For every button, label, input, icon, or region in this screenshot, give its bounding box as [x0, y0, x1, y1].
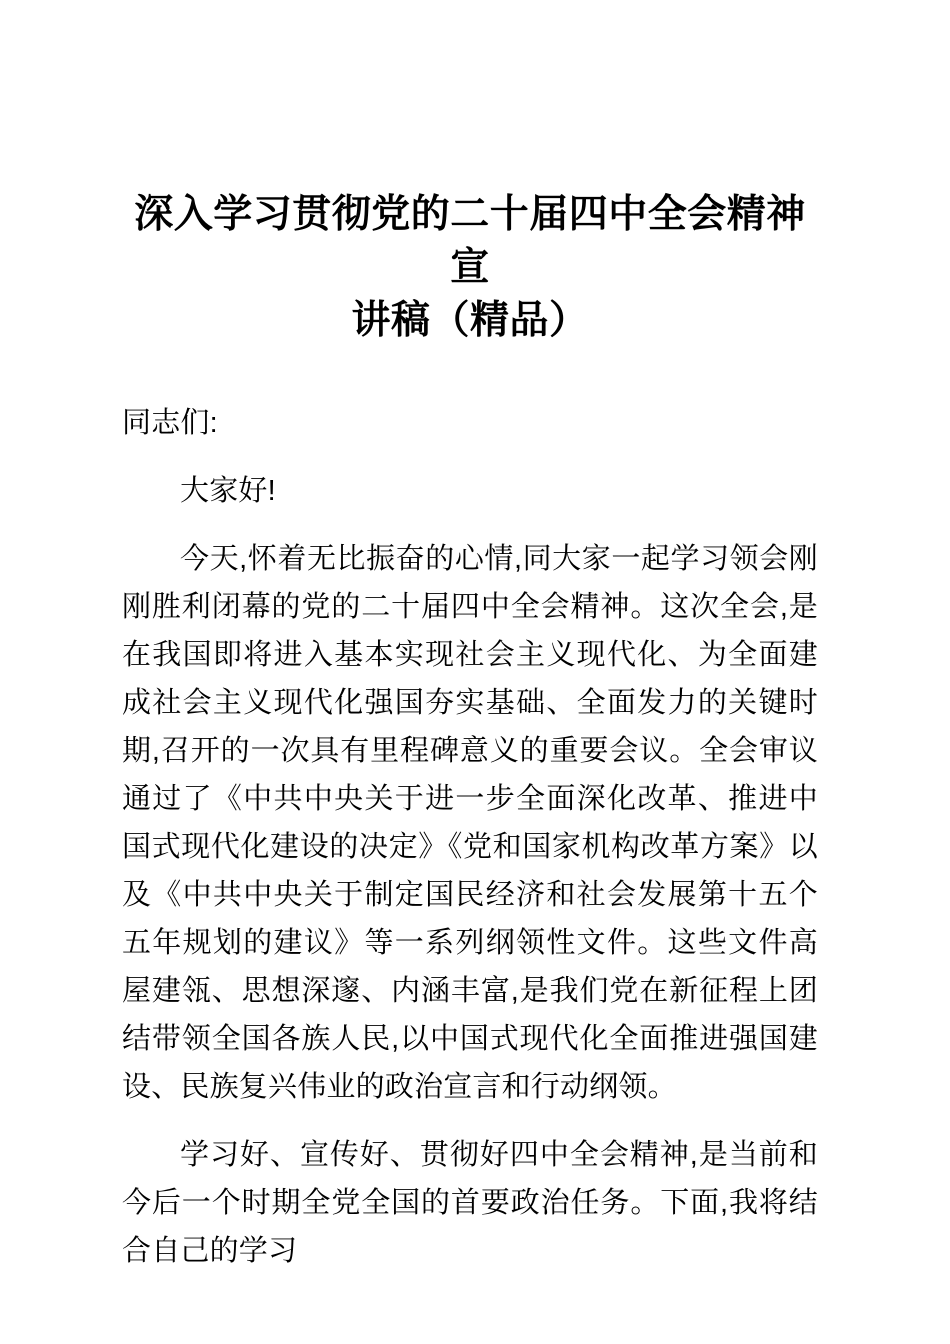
- document-text-column: [122, 0, 818, 1275]
- salutation: 同志们:: [122, 407, 218, 439]
- greeting-paragraph: 大家好!: [180, 475, 276, 507]
- body-paragraph-2: 学习好、宣传好、贯彻好四中全会精神,是当前和今后一个时期全党全国的首要政治任务。下面,我将结合自己的学习: [122, 1139, 818, 1267]
- body-paragraph-1: 今天,怀着无比振奋的心情,同大家一起学习领会刚刚胜利闭幕的党的二十届四中全会精神。这次全会,是在我国即将进入基本实现社会主义现代化、为全面建成社会主义现代化强国夯实基础、全面发力的关键时期,召开的一次具有里程碑意义的重要会议。全会审议通过了《中共中央关于进一步全面深化改革、推进中国式现代化建设的决定》《党和国家机构改革方案》以及《中共中央关于制定国民经济和社会发展第十五个五年规划的建议》等一系列纲领性文件。这些文件高屋建瓴、思想深邃、内涵丰富,是我们党在新征程上团结带领全国各族人民,以中国式现代化全面推进强国建设、民族复兴伟业的政治宣言和行动纲领。: [122, 543, 818, 1103]
- document-title-line-2: 讲稿（精品）: [351, 297, 589, 343]
- document-title: [122, 0, 818, 347]
- document-title-line-1: 深入学习贯彻党的二十届四中全会精神宣: [134, 191, 806, 290]
